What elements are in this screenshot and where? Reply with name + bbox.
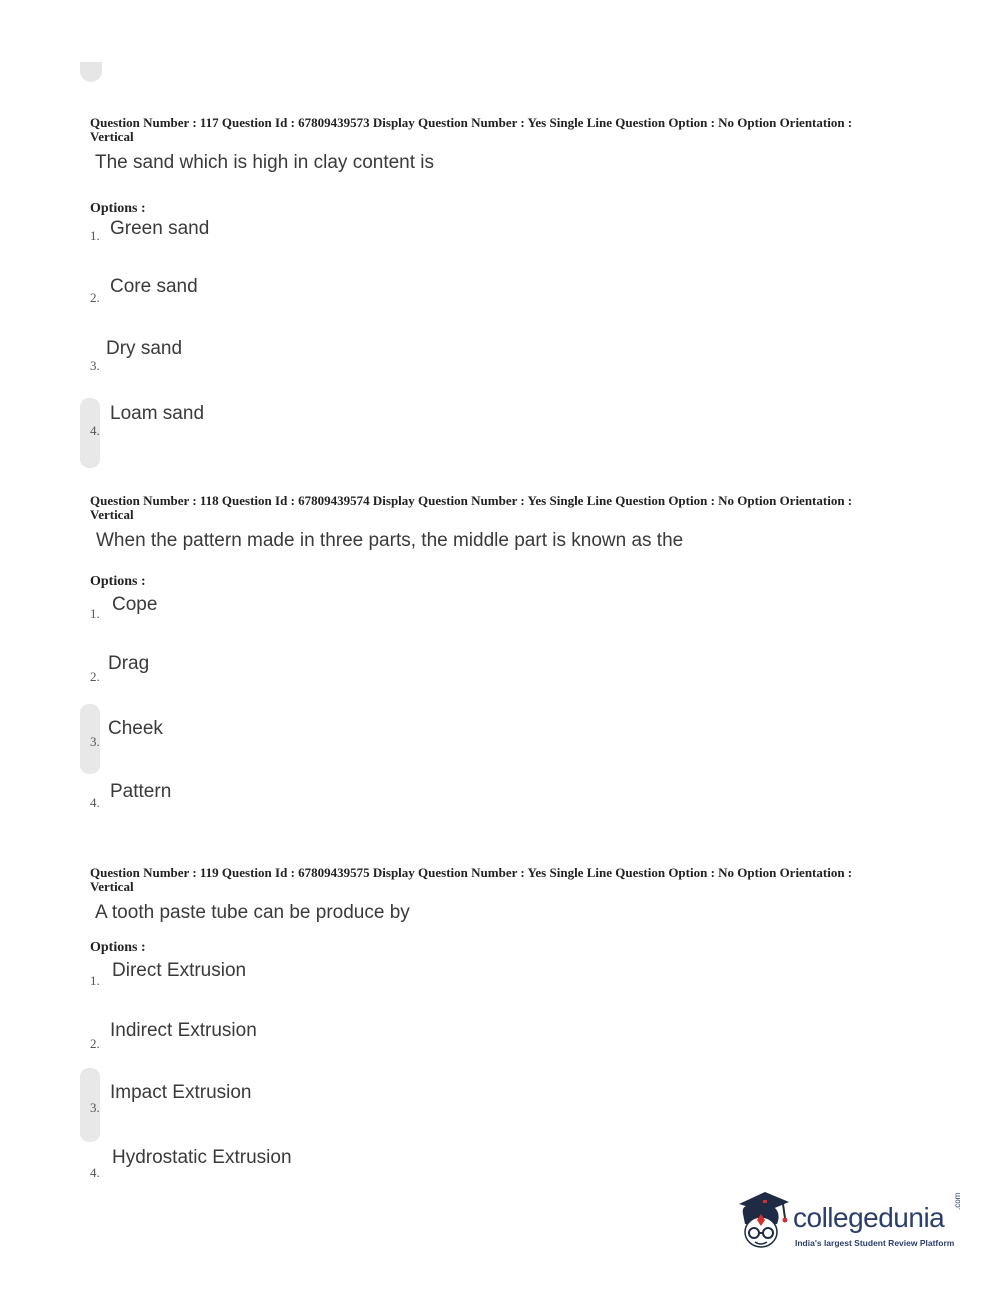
option-number: 1.: [90, 228, 100, 243]
option-text: Indirect Extrusion: [110, 1020, 257, 1041]
option-3[interactable]: [0, 1082, 600, 1142]
option-text: Impact Extrusion: [110, 1082, 252, 1103]
option-text: Green sand: [110, 218, 210, 239]
option-text: Direct Extrusion: [112, 960, 247, 981]
collegedunia-logo: [735, 1190, 965, 1260]
option-text: Pattern: [110, 781, 172, 802]
logo-suffix: .com: [953, 1192, 962, 1210]
options-label: Options :: [90, 574, 146, 589]
option-number: 4.: [90, 1165, 100, 1180]
option-text: Cheek: [108, 718, 163, 739]
question-meta: Question Number : 119 Question Id : 67809439575 Display Question Number : Yes Single Line Question Option : No Option Orientation : Vertical: [90, 865, 853, 894]
option-text: Core sand: [110, 276, 198, 297]
options-label: Options :: [90, 940, 146, 955]
option-4[interactable]: [0, 1147, 600, 1207]
option-text: Drag: [108, 653, 150, 674]
question-text: A tooth paste tube can be produce by: [95, 902, 410, 923]
option-number: 2.: [90, 290, 100, 305]
question-text: The sand which is high in clay content is: [95, 152, 435, 173]
option-4[interactable]: [0, 401, 600, 461]
option-number: 1.: [90, 606, 100, 621]
option-number: 3.: [90, 734, 100, 749]
page-top-tab: [80, 62, 102, 82]
question-meta: Question Number : 118 Question Id : 67809439574 Display Question Number : Yes Single Line Question Option : No Option Orientation : Vertical: [90, 493, 853, 522]
options-label: Options :: [90, 201, 146, 216]
option-1[interactable]: [0, 216, 600, 276]
logo-wordmark: collegedunia: [793, 1202, 945, 1233]
option-3[interactable]: [0, 336, 600, 396]
option-number: 4.: [90, 423, 100, 438]
question-text: When the pattern made in three parts, the middle part is known as the: [96, 530, 684, 551]
option-number: 3.: [90, 1100, 100, 1115]
logo-tagline: India's largest Student Review Platform: [795, 1238, 955, 1248]
graduate-mascot-icon: [735, 1190, 791, 1256]
question-meta: Question Number : 117 Question Id : 67809439573 Display Question Number : Yes Single Line Question Option : No Option Orientation : Vertical: [90, 115, 853, 144]
option-text: Loam sand: [110, 403, 205, 424]
option-1[interactable]: [0, 594, 600, 654]
option-4[interactable]: [0, 781, 600, 841]
option-1[interactable]: [0, 960, 600, 1020]
option-text: Cope: [112, 594, 158, 615]
option-number: 2.: [90, 669, 100, 684]
option-text: Hydrostatic Extrusion: [112, 1147, 292, 1168]
option-number: 4.: [90, 795, 100, 810]
option-2[interactable]: [0, 274, 600, 334]
option-3[interactable]: [0, 718, 600, 778]
option-text: Dry sand: [106, 338, 183, 359]
option-number: 2.: [90, 1036, 100, 1051]
option-number: 3.: [90, 358, 100, 373]
option-number: 1.: [90, 973, 100, 988]
